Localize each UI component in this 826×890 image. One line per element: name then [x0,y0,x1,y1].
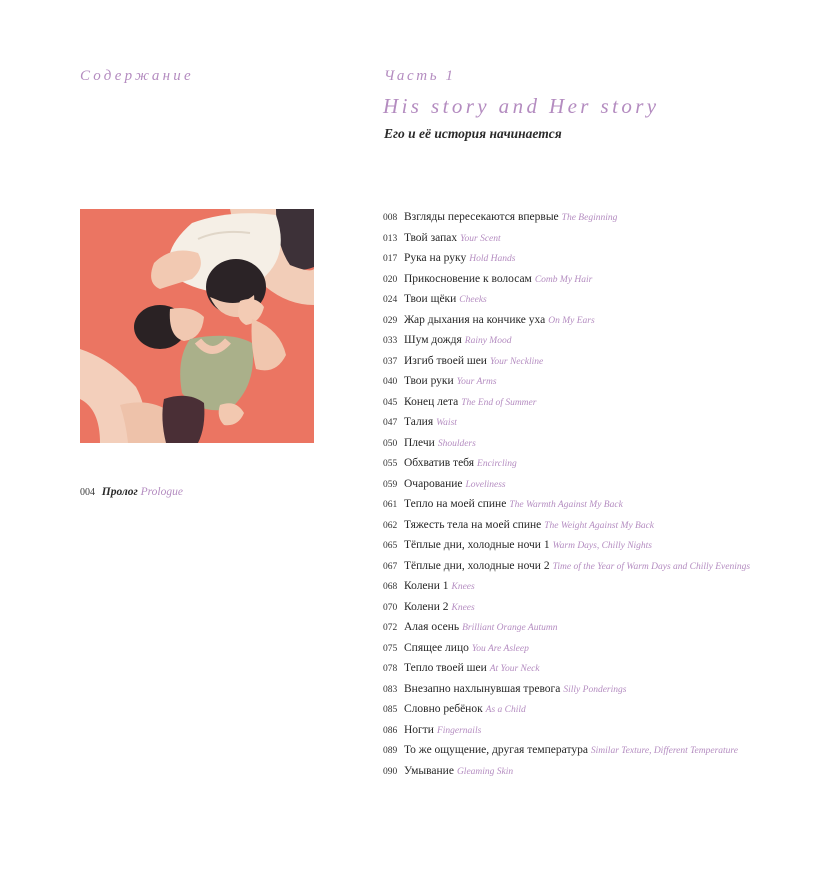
toc-entry[interactable] [383,309,750,330]
toc-entry[interactable] [383,698,750,719]
toc-entry-title-en: Warm Days, Chilly Nights [552,541,653,551]
toc-entry-title-ru: Рука на руку [404,252,467,264]
toc-entry-title-ru: Словно ребёнок [404,703,483,715]
prologue-title-ru: Пролог [101,486,138,498]
toc-entry-page-number: 020 [383,274,398,285]
toc-entry[interactable] [383,637,750,658]
toc-entry-title-ru: Взгляды пересекаются впервые [404,211,559,223]
toc-entry-title-ru: Талия [404,416,434,428]
toc-entry-title-ru: Очарование [404,477,463,490]
toc-entry[interactable] [383,514,750,535]
toc-entry-page-number: 037 [383,356,398,367]
toc-entry[interactable] [383,657,750,678]
toc-entry-title-ru: Шум дождя [404,334,462,346]
toc-entry[interactable] [383,760,750,781]
toc-entry[interactable] [383,247,750,268]
toc-entry-title-en: Knees [451,602,475,613]
toc-entry-title-en: Rainy Mood [464,336,512,346]
toc-entry-title-en: Your Arms [456,377,497,387]
toc-entry-page-number: 055 [383,459,398,469]
toc-entry-title-ru: Твои щёки [404,293,457,305]
toc-entry-page-number: 059 [383,479,398,490]
toc-entry[interactable] [383,411,750,432]
toc-entry-page-number: 062 [383,520,398,531]
part-label: Часть 1 [384,68,456,84]
toc-entry-title-ru: Плечи [404,436,435,449]
toc-entry-title-ru: Колени 2 [404,600,449,613]
toc-entry-title-en: Encircling [477,459,517,469]
toc-entry-title-en: Knees [451,582,475,592]
toc-entry-title-ru: Твои руки [404,375,454,387]
toc-entry-title-ru: Тепло твоей шеи [404,662,487,674]
toc-entry-page-number: 078 [383,664,398,674]
toc-entry-title-en: Time of the Year of Warm Days and Chilly Evenings [552,561,751,572]
toc-entry-title-ru: Умывание [404,764,454,777]
toc-entry-title-en: Your Neckline [489,356,544,367]
toc-entry-title-en: Silly Ponderings [563,684,627,695]
toc-entry-page-number: 029 [383,315,398,326]
toc-entry-title-en: As a Child [485,705,526,715]
toc-entry-title-en: You Are Asleep [471,643,529,654]
part-title: His story and Her story [383,94,660,118]
toc-entry-page-number: 050 [383,438,398,449]
toc-entry-page-number: 075 [383,643,398,654]
toc-entry-title-ru: Тёплые дни, холодные ночи 2 [404,559,550,572]
toc-entry[interactable] [383,616,750,637]
toc-entry[interactable] [383,227,750,248]
toc-entry[interactable] [383,555,750,576]
toc-entry-title-ru: Обхватив тебя [404,457,475,469]
toc-heading: Содержание [80,68,194,84]
toc-entry-title-ru: То же ощущение, другая температура [404,744,588,756]
toc-entry-title-ru: Конец лета [404,395,459,408]
toc-entry-title-en: The Weight Against My Back [544,520,655,531]
toc-entry-page-number: 033 [383,336,398,346]
toc-entry-page-number: 089 [383,746,398,756]
toc-entry[interactable] [383,493,750,514]
toc-entry-title-en: Fingernails [436,725,482,736]
toc-entry-page-number: 090 [383,766,398,777]
toc-entry[interactable] [383,288,750,309]
toc-entry-page-number: 065 [383,541,398,551]
toc-entry[interactable] [383,575,750,596]
toc-entry-page-number: 008 [383,213,398,223]
toc-entry-title-ru: Алая осень [404,621,460,633]
toc-entry-page-number: 045 [383,397,398,408]
toc-entry-title-en: Shoulders [437,438,476,449]
toc-entry-title-en: Your Scent [460,233,501,244]
toc-entry[interactable] [383,329,750,350]
toc-entry-page-number: 061 [383,500,398,510]
prologue-title-en: Prologue [140,486,183,498]
toc-entry-title-ru: Ногти [404,723,434,736]
toc-entry-title-en: Cheeks [459,295,487,305]
toc-entry-title-en: Comb My Hair [534,274,593,285]
toc-entry-title-ru: Колени 1 [404,580,449,592]
toc-entry-title-ru: Прикосновение к волосам [404,272,532,285]
toc-entry-title-en: Waist [436,418,457,428]
toc-entry-title-ru: Внезапно нахлынувшая тревога [404,682,561,695]
toc-entry-title-en: The End of Summer [461,397,537,408]
toc-entry[interactable] [383,473,750,494]
toc-entry[interactable] [383,206,750,227]
toc-entry-page-number: 013 [383,233,398,244]
toc-entry-title-en: Brilliant Orange Autumn [462,623,558,633]
part-subtitle: Его и её история начинается [384,126,562,141]
toc-entry[interactable] [383,596,750,617]
toc-entry-page-number: 017 [383,254,398,264]
toc-entry-title-ru: Изгиб твоей шеи [404,354,487,367]
toc-entry-page-number: 024 [383,295,398,305]
toc-entry-title-en: Hold Hands [469,254,516,264]
toc-entry-page-number: 070 [383,602,398,613]
toc-entry-page-number: 085 [383,705,398,715]
toc-entry[interactable] [383,678,750,699]
toc-entry-title-ru: Тяжесть тела на моей спине [404,518,542,531]
toc-entry-title-en: The Warmth Against My Back [509,500,623,510]
toc-entry-title-en: At Your Neck [489,664,540,674]
toc-entry-title-ru: Твой запах [404,231,458,244]
toc-entry-page-number: 040 [383,377,398,387]
toc-entry-page-number: 083 [383,684,398,695]
prologue-page-number: 004 [80,487,95,498]
toc-entry-title-ru: Жар дыхания на кончике уха [404,313,546,326]
toc-list [383,206,750,780]
toc-entry-title-ru: Спящее лицо [404,641,469,654]
toc-entry-title-en: Similar Texture, Different Temperature [590,746,738,756]
prologue-entry[interactable] [80,486,183,498]
toc-entry-page-number: 072 [383,623,398,633]
toc-entry[interactable] [383,534,750,555]
toc-entry-title-ru: Тёплые дни, холодные ночи 1 [404,539,550,551]
toc-entry-title-en: The Beginning [561,213,618,223]
toc-entry-title-en: Gleaming Skin [456,766,514,777]
toc-entry-page-number: 086 [383,725,398,736]
toc-entry[interactable] [383,370,750,391]
toc-entry-title-ru: Тепло на моей спине [404,498,507,510]
toc-entry-title-en: On My Ears [548,315,595,326]
toc-entry-page-number: 047 [383,418,398,428]
toc-entry[interactable] [383,452,750,473]
toc-entry-page-number: 067 [383,561,398,572]
toc-entry-title-en: Loveliness [465,479,506,490]
toc-entry[interactable] [383,432,750,453]
toc-entry[interactable] [383,268,750,289]
toc-entry[interactable] [383,739,750,760]
illustration-embracing-couple [80,209,314,443]
toc-entry[interactable] [383,719,750,740]
toc-entry[interactable] [383,391,750,412]
toc-entry-page-number: 068 [383,582,398,592]
toc-entry[interactable] [383,350,750,371]
